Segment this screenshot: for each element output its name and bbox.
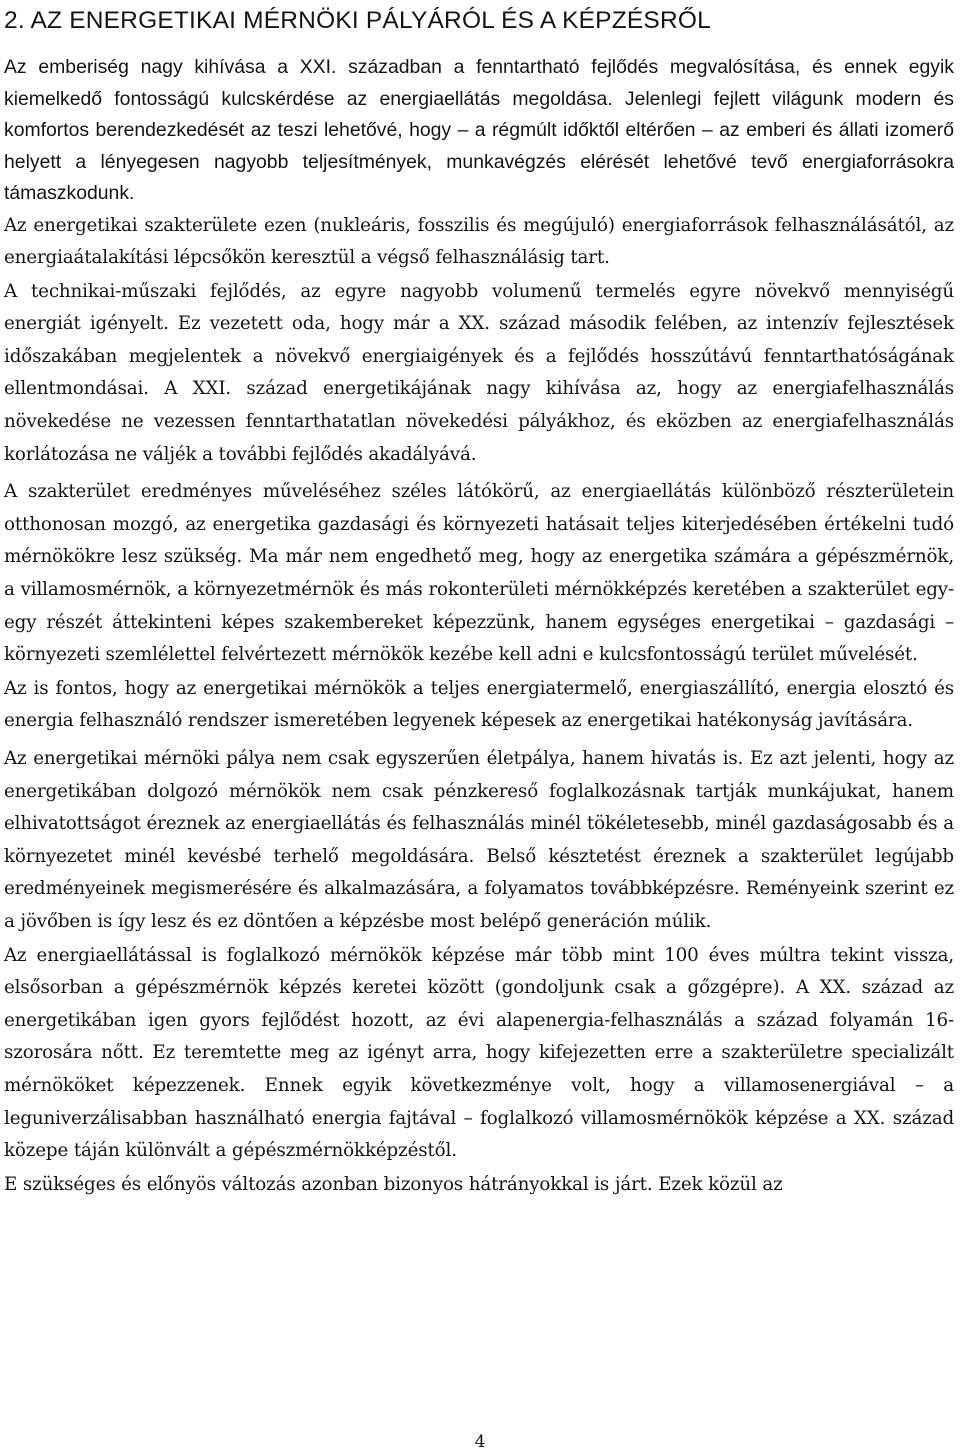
paragraph-intro: Az emberiség nagy kihívása a XXI. században a fenntartható fejlődés megvalósítása, és ennek egyik kiemelkedő fontosságú kulcskérdése az energiaellátás megoldása. Jelenlegi fejlett világunk modern és komfortos berendezkedését az teszi lehetővé, hogy – a régmúlt időktől eltérően – az emberi és állati izomerő helyett a lényegesen nagyobb teljesítmények, munkavégzés elérését lehetővé tevő energiaforrásokra támaszkodunk. (4, 56, 954, 204)
section-heading: 2. AZ ENERGETIKAI MÉRNÖKI PÁLYÁRÓL ÉS A KÉPZÉSRŐL (4, 7, 711, 34)
paragraph-development: A technikai-műszaki fejlődés, az egyre nagyobb volumenű termelés egyre növekvő mennyiségű energiát igényelt. Ez vezetett oda, hogy már a XX. század második felében, az intenzív fejlesztések időszakában megjelentek a növekvő energiaigények és a fejlődés hosszútávú fenntarthatóságának ellentmondásai. A XXI. század energetikájának nagy kihívása az, hogy az energiafelhasználás növekedése ne vezessen fenntarthatatlan növekedési pályákhoz, és eközben az energiafelhasználás korlátozása ne váljék a további fejlődés akadályává. (4, 280, 954, 465)
paragraph-changes: E szükséges és előnyös változás azonban bizonyos hátrányokkal is járt. Ezek közül az (4, 1173, 783, 1195)
paragraph-field: A szakterület eredményes műveléséhez széles látókörű, az energiaellátás különböző részterületein otthonosan mozgó, az energetika gazdasági és környezeti hatásait teljes kiterjedésében értékelni tudó mérnökökre lesz szükség. Ma már nem engedhető meg, hogy az energetika számára a gépészmérnök, a villamosmérnök, a környezetmérnök és más rokonterületi mérnökképzés keretében a szakterület egy-egy részét áttekinteni képes szakembereket képezzünk, hanem egységes energetikai – gazdasági – környezeti szemlélettel felvértezett mérnökök kezébe kell adni e kulcsfontosságú terület művelését. (4, 481, 954, 666)
paragraph-vocation: Az energetikai mérnöki pálya nem csak egyszerűen életpálya, hanem hivatás is. Ez azt jelenti, hogy az energetikában dolgozó mérnökök nem csak pénzkereső foglalkozásnak tartják munkájukat, hanem elhivatottságot éreznek az energiaellátás és felhasználás minél tökéletesebb, minél gazdaságosabb és a környezetet minél kevésbé terhelő megoldására. Belső késztetést éreznek a szakterület legújabb eredményeinek megismerésére és alkalmazására, a folyamatos továbbképzésre. Reményeink szerint ez a jövőben is így lesz és ez döntően a képzésbe most belépő generáción múlik. (4, 748, 954, 932)
paragraph-history: Az energiaellátással is foglalkozó mérnökök képzése már több mint 100 éves múltra tekint vissza, elsősorban a gépészmérnök képzés keretei között (gondoljunk csak a gőzgépre). A XX. század az energetikában igen gyors fejlődést hozott, az évi alapenergia-felhasználás a század folyamán 16-szorosára nőtt. Ez teremtette meg az igényt arra, hogy kifejezetten erre a szakterületre specializált mérnököket képezzenek. Ennek egyik következménye volt, hogy a villamosenergiával – a leguniverzálisabban használható energia fajtával – foglalkozó villamosmérnökök képzése a XX. század közepe táján különvált a gépészmérnökképzéstől. (4, 944, 954, 1162)
paragraph-efficiency: Az is fontos, hogy az energetikai mérnökök a teljes energiatermelő, energiaszállító, energia elosztó és energia felhasználó rendszer ismeretében legyenek képesek az energetikai hatékonyság javítására. (4, 677, 954, 732)
page-number: 4 (474, 1432, 486, 1452)
paragraph-scope: Az energetikai szakterülete ezen (nukleáris, fosszilis és megújuló) energiaforrások felhasználásától, az energiaátalakítási lépcsőkön keresztül a végső felhasználásig tart. (4, 214, 954, 269)
